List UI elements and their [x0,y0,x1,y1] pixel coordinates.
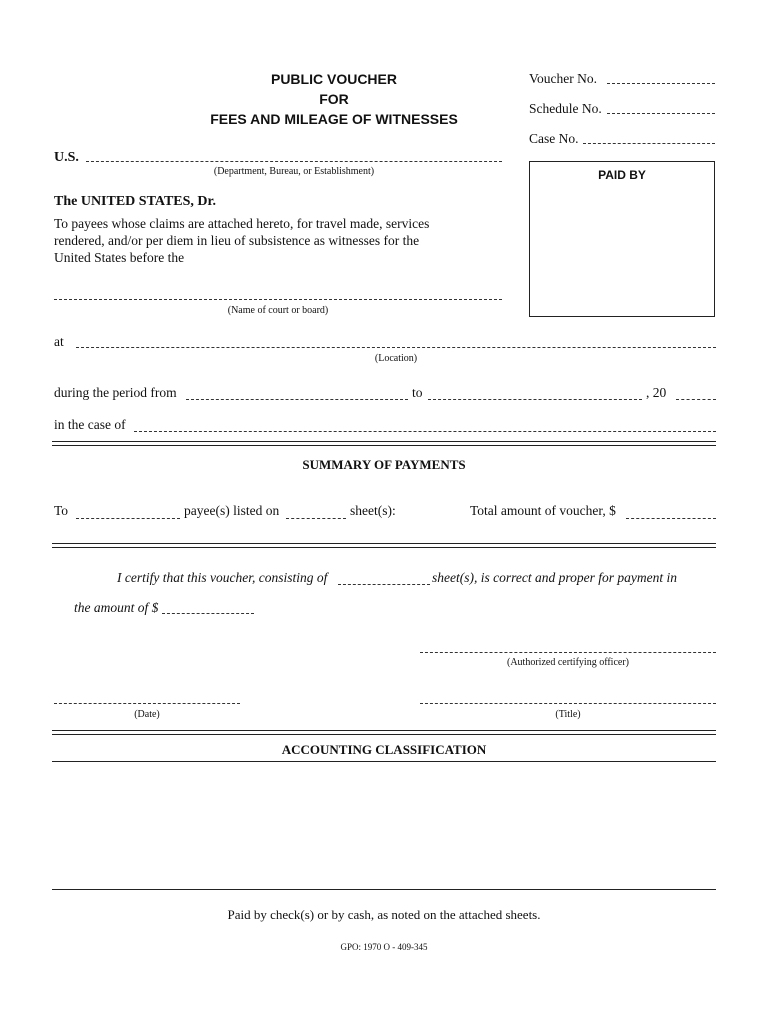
certify-text-b: sheet(s), is correct and proper for payment in [432,570,677,585]
schedule-no-field[interactable] [607,113,715,114]
certify-amount-field[interactable] [162,613,254,614]
intro-line-2: rendered, and/or per diem in lieu of subsistence as witnesses for the [54,233,420,248]
total-amount-field[interactable] [626,518,716,519]
accounting-area[interactable] [52,762,716,888]
title-line-3: FEES AND MILEAGE OF WITNESSES [210,111,458,127]
gpo-line: GPO: 1970 O - 409-345 [340,942,428,952]
period-year-field[interactable] [676,399,716,400]
paid-by-box[interactable] [529,161,715,317]
divider-acct-2 [52,734,716,735]
accounting-bottom-rule [52,889,716,890]
officer-signature-field[interactable] [420,652,716,653]
title-line-1: PUBLIC VOUCHER [270,71,397,87]
case-label: in the case of [54,417,126,432]
divider-mid-1 [52,543,716,544]
sheet-count-field[interactable] [286,518,346,519]
accounting-heading: ACCOUNTING CLASSIFICATION [281,742,487,757]
certify-text-a: I certify that this voucher, consisting of [117,570,328,585]
case-field[interactable] [134,431,716,432]
location-caption: (Location) [374,353,418,364]
location-field[interactable] [76,347,716,348]
intro-line-3: United States before the [54,250,185,265]
officer-caption: (Authorized certifying officer) [507,657,629,668]
certify-sheets-field[interactable] [338,584,430,585]
sheets-label: sheet(s): [350,503,396,518]
period-to-label: to [412,385,423,400]
divider-acct-1 [52,730,716,731]
period-year-label: , 20 [646,385,667,400]
period-from-label: during the period from [54,385,177,400]
title-caption: (Title) [555,709,581,720]
date-field[interactable] [54,703,240,704]
court-caption: (Name of court or board) [227,305,329,316]
voucher-no-label: Voucher No. [529,71,597,86]
court-field[interactable] [54,299,502,300]
department-caption: (Department, Bureau, or Establishment) [213,166,375,177]
title-field[interactable] [420,703,716,704]
title-line-2: FOR [319,91,349,107]
us-label: U.S. [54,150,79,165]
date-caption: (Date) [134,709,160,720]
payees-listed-label: payee(s) listed on [184,503,280,518]
divider-mid-2 [52,547,716,548]
summary-heading: SUMMARY OF PAYMENTS [302,457,466,472]
case-no-label: Case No. [529,131,579,146]
period-to-field[interactable] [428,399,642,400]
divider-top-1 [52,441,716,442]
paid-by-label: PAID BY [598,168,646,182]
divider-top-2 [52,445,716,446]
intro-heading: The UNITED STATES, Dr. [54,194,216,209]
summary-to-label: To [54,503,69,518]
department-field[interactable] [86,161,502,162]
intro-line-1: To payees whose claims are attached hereto, for travel made, services [54,216,430,231]
paid-note: Paid by check(s) or by cash, as noted on the attached sheets. [227,907,541,922]
schedule-no-label: Schedule No. [529,101,602,116]
at-label: at [54,334,64,349]
period-from-field[interactable] [186,399,408,400]
total-amount-label: Total amount of voucher, $ [470,503,616,518]
payee-count-field[interactable] [76,518,180,519]
case-no-field[interactable] [583,143,715,144]
voucher-no-field[interactable] [607,83,715,84]
certify-amount-label: the amount of $ [74,600,159,615]
